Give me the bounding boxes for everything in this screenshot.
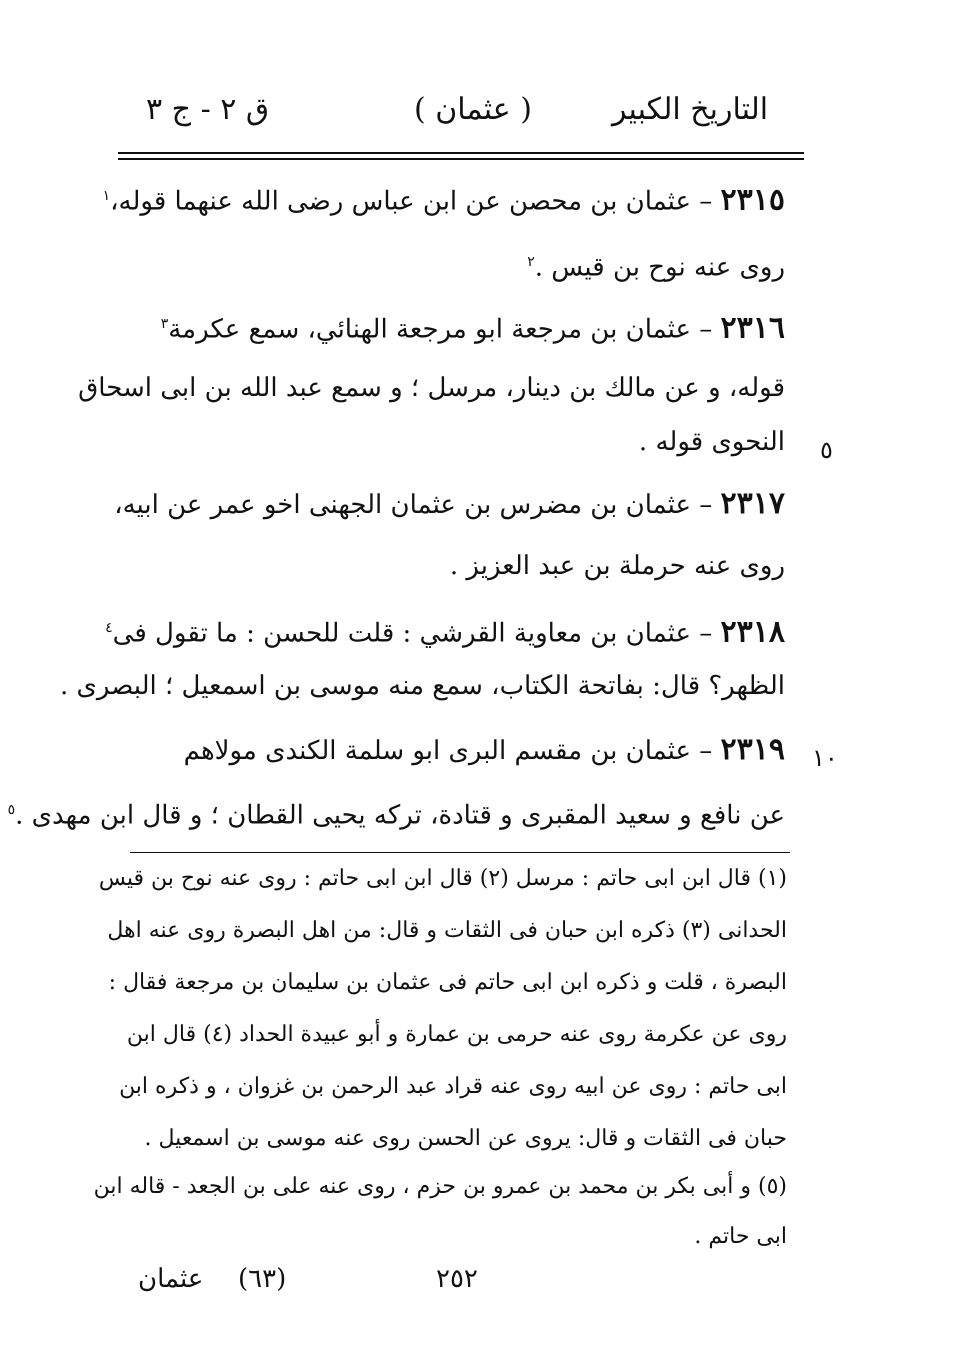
footnote-marker: ٥ (7, 802, 16, 818)
margin-line-number: ١٠ (812, 744, 838, 772)
margin-line-number: ٥ (820, 436, 833, 464)
entry-2316-line-1: ٢٣١٦ – عثمان بن مرجعة ابو مرجعة الهنائي، سمع عكرمة$^٣$ (160, 310, 785, 346)
footnote-line-1: (١) قال ابن ابى حاتم : مرسل (٢) قال ابن ابى حاتم : روى عنه نوح بن قيس (98, 866, 787, 891)
entry-2315-line-1: ٢٣١٥ – عثمان بن محصن عن ابن عباس رضى الله عنهما قوله،$^١$ (102, 182, 785, 218)
entry-2316-line-2: قوله، و عن مالك بن دينار، مرسل ؛ و سمع عبد الله بن ابى اسحاق (78, 373, 785, 403)
signature-word: عثمان (138, 1264, 204, 1294)
entry-2319-line-1: ٢٣١٩ – عثمان بن مقسم البرى ابو سلمة الكندى مولاهم (183, 732, 785, 767)
entry-2315-line-2: روى عنه نوح بن قيس .$^٢$ (527, 252, 785, 283)
volume-label: ق ٢ - ج ٣ (146, 92, 270, 127)
footnote-line-2: الحدانى (٣) ذكره ابن حبان فى الثقات و قال: من اهل البصرة روى عنه اهل (107, 918, 787, 943)
section-title: ( عثمان ) (414, 92, 532, 127)
entry-number: ٢٣١٧ (720, 486, 785, 521)
entry-number: ٢٣١٩ (720, 732, 785, 767)
entry-2319-line-2: عن نافع و سعيد المقبرى و قتادة، تركه يحيى القطان ؛ و قال ابن مهدى .$^٥$ (7, 800, 785, 831)
footnote-line-4: روى عن عكرمة روى عنه حرمى بن عمارة و أبو عبيدة الحداد (٤) قال ابن (126, 1022, 787, 1047)
entry-2318-line-2: الظهر؟ قال: بفاتحة الكتاب، سمع منه موسى بن اسمعيل ؛ البصرى . (59, 671, 785, 701)
footnote-marker: ١ (102, 188, 111, 204)
footnote-marker: ٣ (160, 316, 169, 332)
page-number: ٢٥٢ (436, 1264, 478, 1294)
book-title: التاريخ الكبير (612, 92, 769, 127)
footnote-marker: ٤ (105, 620, 113, 636)
footnote-line-5: ابى حاتم : روى عن ابيه روى عنه قراد عبد الرحمن بن غزوان ، و ذكره ابن (119, 1074, 787, 1099)
header-rule-top (118, 152, 804, 154)
footnote-marker: ٢ (527, 254, 535, 270)
header-rule-bottom (118, 158, 804, 160)
entry-2316-line-3: النحوى قوله . (638, 427, 785, 457)
footnote-line-8: ابى حاتم . (694, 1224, 787, 1249)
entry-2317-line-2: روى عنه حرملة بن عبد العزيز . (449, 551, 785, 581)
entry-number: ٢٣١٨ (720, 614, 785, 650)
footnote-line-7: (٥) و أبى بكر بن محمد بن عمرو بن حزم ، روى عنه على بن الجعد - قاله ابن (93, 1174, 787, 1199)
footnote-separator (130, 852, 790, 853)
entry-number: ٢٣١٥ (720, 182, 785, 218)
footnote-line-3: البصرة ، قلت و ذكره ابن ابى حاتم فى عثمان بن سليمان بن مرجعة فقال : (108, 970, 787, 995)
entry-2317-line-1: ٢٣١٧ – عثمان بن مضرس بن عثمان الجهنى اخو عمر عن ابيه، (114, 486, 785, 521)
entry-2318-line-1: ٢٣١٨ – عثمان بن معاوية القرشي : قلت للحسن : ما تقول فى$^٤$ (105, 614, 785, 650)
entry-number: ٢٣١٦ (720, 310, 785, 346)
footnote-line-6: حبان فى الثقات و قال: يروى عن الحسن روى عنه موسى بن اسمعيل . (144, 1126, 787, 1151)
sheet-number: (٦٣) (238, 1264, 287, 1294)
